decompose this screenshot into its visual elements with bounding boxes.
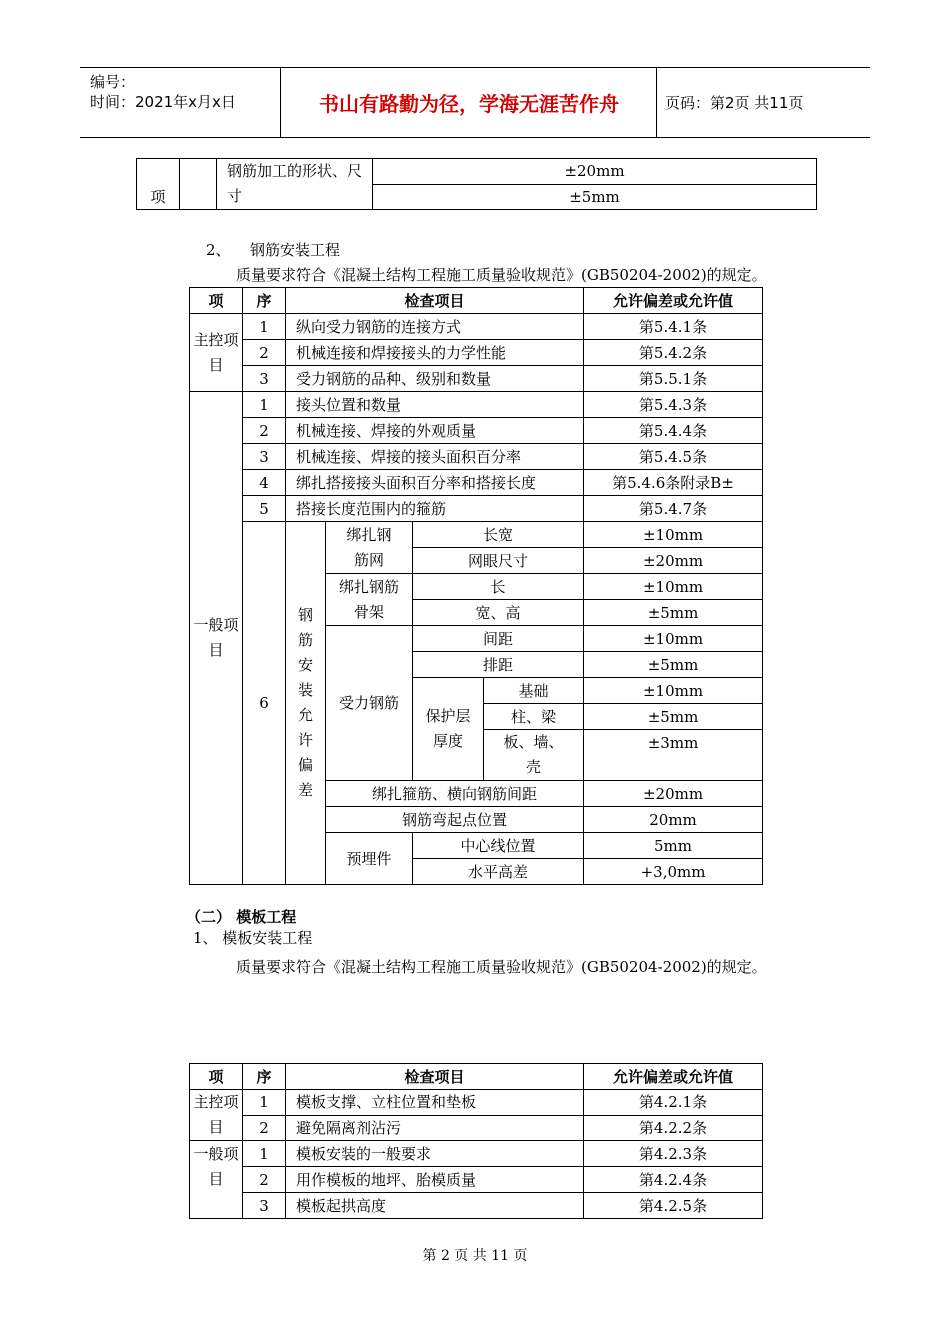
- row-no: 3: [243, 1193, 286, 1219]
- row-no: 2: [243, 340, 286, 366]
- vertical-label: 钢筋安装允许偏差: [286, 522, 326, 885]
- general-group-cell: 一般项目: [190, 392, 243, 885]
- column-beam-value: ±5mm: [584, 704, 763, 730]
- section-number: 2、: [206, 241, 231, 259]
- row-value: 第5.4.7条: [584, 496, 763, 522]
- row-value: 第4.2.4条: [584, 1167, 763, 1193]
- row-item: 搭接长度范围内的箍筋: [286, 496, 584, 522]
- foundation-value: ±10mm: [584, 678, 763, 704]
- main-bar-label: 受力钢筋: [326, 626, 413, 781]
- header-group: 项: [190, 1064, 243, 1090]
- row-no: 2: [243, 418, 286, 444]
- row-item: 模板起拱高度: [286, 1193, 584, 1219]
- row-no: 2: [243, 1115, 286, 1141]
- value-cell: ±20mm: [373, 159, 817, 185]
- row-value: 第5.5.1条: [584, 366, 763, 392]
- value-cell: ±5mm: [373, 184, 817, 210]
- header-no: 序: [243, 288, 286, 314]
- center-line-value: 5mm: [584, 833, 763, 859]
- row-spacing: 排距: [413, 652, 584, 678]
- row-value: 第5.4.1条: [584, 314, 763, 340]
- row-no: 5: [243, 496, 286, 522]
- header-no: 序: [243, 1064, 286, 1090]
- cage-len-value: ±10mm: [584, 574, 763, 600]
- row-no: 1: [243, 1090, 286, 1116]
- level-diff: 水平高差: [413, 859, 584, 885]
- header-value: 允许偏差或允许值: [584, 1064, 763, 1090]
- header-item: 检查项目: [286, 288, 584, 314]
- level-diff-value: +3,0mm: [584, 859, 763, 885]
- header-motto: 书山有路勤为径，学海无涯苦作舟: [319, 92, 619, 116]
- embed-label: 预埋件: [326, 833, 413, 885]
- row-item: 受力钢筋的品种、级别和数量: [286, 366, 584, 392]
- row-no: 4: [243, 470, 286, 496]
- general-group-cell: 一般项目: [190, 1141, 243, 1219]
- row-no: 3: [243, 366, 286, 392]
- formwork-install-table: [189, 1063, 763, 1219]
- spacing-value: ±10mm: [584, 626, 763, 652]
- row-value: 第5.4.3条: [584, 392, 763, 418]
- row-item: 机械连接、焊接的接头面积百分率: [286, 444, 584, 470]
- row-value: 第4.2.1条: [584, 1090, 763, 1116]
- item-cell: 钢筋加工的形状、尺寸: [217, 159, 373, 210]
- row-no: 1: [243, 392, 286, 418]
- row-item: 接头位置和数量: [286, 392, 584, 418]
- group-cell: 项: [137, 159, 180, 210]
- continued-table: [136, 158, 817, 210]
- bend-point-value: 20mm: [584, 807, 763, 833]
- header-item: 检查项目: [286, 1064, 584, 1090]
- header-page-info: 页码：第2页 共11页: [665, 94, 804, 112]
- time-label: 时间：2021年x月x日: [90, 93, 236, 111]
- main-group-cell: 主控项目: [190, 1090, 243, 1141]
- row-item: 模板安装的一般要求: [286, 1141, 584, 1167]
- row-item: 机械连接、焊接的外观质量: [286, 418, 584, 444]
- row-no: 3: [243, 444, 286, 470]
- row-no: 1: [243, 314, 286, 340]
- no-cell: [180, 159, 217, 210]
- header-value: 允许偏差或允许值: [584, 288, 763, 314]
- row-value: 第5.4.6条附录B±: [584, 470, 763, 496]
- center-line: 中心线位置: [413, 833, 584, 859]
- page-footer: 第 2 页 共 11 页: [422, 1248, 528, 1264]
- row-item: 机械连接和焊接接头的力学性能: [286, 340, 584, 366]
- mesh-grid: 网眼尺寸: [413, 548, 584, 574]
- bend-point: 钢筋弯起点位置: [326, 807, 584, 833]
- rebar-install-table: [189, 287, 763, 885]
- cage-wh: 宽、高: [413, 600, 584, 626]
- row-item: 用作模板的地坪、胎模质量: [286, 1167, 584, 1193]
- mesh-grid-value: ±20mm: [584, 548, 763, 574]
- row-value: 第5.4.4条: [584, 418, 763, 444]
- formwork-requirement: 质量要求符合《混凝土结构工程施工质量验收规范》(GB50204-2002)的规定。: [236, 958, 767, 976]
- spacing: 间距: [413, 626, 584, 652]
- stirrup: 绑扎箍筋、横向钢筋间距: [326, 781, 584, 807]
- row-no: 1: [243, 1141, 286, 1167]
- column-beam: 柱、梁: [484, 704, 584, 730]
- section-requirement: 质量要求符合《混凝土结构工程施工质量验收规范》(GB50204-2002)的规定。: [236, 266, 767, 284]
- mesh-len-width: 长宽: [413, 522, 584, 548]
- row-value: 第4.2.3条: [584, 1141, 763, 1167]
- formwork-heading: （二） 模板工程: [186, 908, 297, 926]
- slab-wall-value: ±3mm: [584, 730, 763, 781]
- stirrup-value: ±20mm: [584, 781, 763, 807]
- row-value: 第4.2.2条: [584, 1115, 763, 1141]
- row-item: 模板支撑、立柱位置和垫板: [286, 1090, 584, 1116]
- row-item: 纵向受力钢筋的连接方式: [286, 314, 584, 340]
- row-value: 第5.4.2条: [584, 340, 763, 366]
- cage-wh-value: ±5mm: [584, 600, 763, 626]
- row-item: 绑扎搭接接头面积百分率和搭接长度: [286, 470, 584, 496]
- header-meta: [90, 72, 236, 112]
- header-group: 项: [190, 288, 243, 314]
- page-header: [80, 67, 870, 138]
- slab-wall: 板、墙、壳: [484, 730, 584, 781]
- main-group-cell: 主控项目: [190, 314, 243, 392]
- row-value: 第4.2.5条: [584, 1193, 763, 1219]
- cover-label: 保护层厚度: [413, 678, 484, 781]
- cage-len: 长: [413, 574, 584, 600]
- mesh-label: 绑扎钢筋网: [326, 522, 413, 574]
- cage-label: 绑扎钢筋骨架: [326, 574, 413, 626]
- id-label: 编号：: [90, 73, 136, 91]
- mesh-len-width-value: ±10mm: [584, 522, 763, 548]
- formwork-sub: 1、 模板安装工程: [193, 929, 313, 947]
- section-title: 钢筋安装工程: [250, 241, 341, 259]
- row-spacing-value: ±5mm: [584, 652, 763, 678]
- row-no: 2: [243, 1167, 286, 1193]
- foundation: 基础: [484, 678, 584, 704]
- row-item: 避免隔离剂沾污: [286, 1115, 584, 1141]
- row-value: 第5.4.5条: [584, 444, 763, 470]
- row-no: 6: [243, 522, 286, 885]
